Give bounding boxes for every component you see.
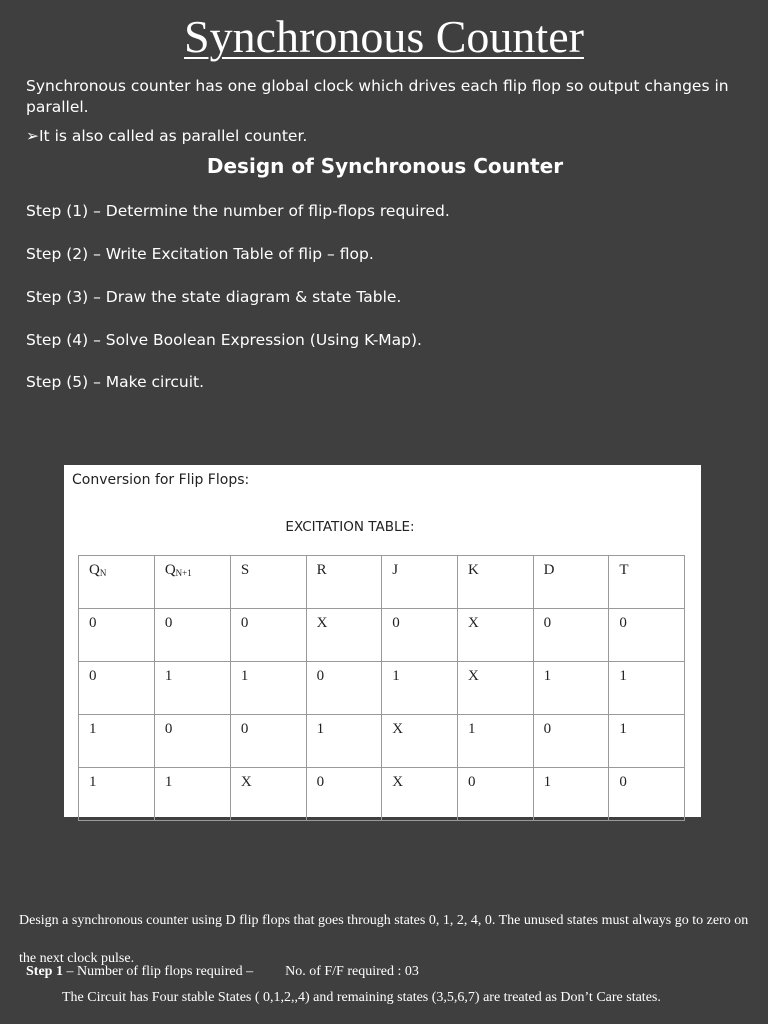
table-cell: 1 <box>382 662 458 715</box>
table-row <box>79 662 685 715</box>
table-cell: X <box>382 768 458 821</box>
step-1: Step (1) – Determine the number of flip-flops required. <box>26 202 450 220</box>
table-cell: 0 <box>230 715 306 768</box>
header-cell: S <box>230 556 306 609</box>
table-cell: 1 <box>609 662 685 715</box>
table-cell: 0 <box>154 609 230 662</box>
step-5: Step (5) – Make circuit. <box>26 373 205 391</box>
page-title: Synchronous Counter <box>184 11 584 62</box>
step1-text: – Number of flip flops required – <box>62 964 254 979</box>
step1-line <box>26 963 756 981</box>
table-row <box>79 768 685 821</box>
header-cell: QN <box>79 556 155 609</box>
header-cell: J <box>382 556 458 609</box>
states-note: The Circuit has Four stable States ( 0,1,2,,4) and remaining states (3,5,6,7) are treated as Don’t Care states. <box>62 990 661 1005</box>
header-cell: T <box>609 556 685 609</box>
table-cell: 1 <box>457 715 533 768</box>
header-cell: D <box>533 556 609 609</box>
table-cell: 0 <box>230 609 306 662</box>
table-row <box>79 609 685 662</box>
table-cell: 1 <box>79 768 155 821</box>
step-3: Step (3) – Draw the state diagram & state Table. <box>26 288 402 306</box>
card-heading: Conversion for Flip Flops: <box>72 472 250 488</box>
table-cell: 0 <box>306 768 382 821</box>
section-subtitle: Design of Synchronous Counter <box>206 154 564 178</box>
table-cell: 1 <box>79 715 155 768</box>
header-cell: R <box>306 556 382 609</box>
table-cell: 0 <box>306 662 382 715</box>
step-2: Step (2) – Write Excitation Table of flip – flop. <box>26 245 374 263</box>
problem-text: Design a synchronous counter using D flip flops that goes through states 0, 1, 2, 4, 0. The unused states must always go to zero on the next clock pulse. <box>19 913 749 966</box>
table-cell: X <box>457 662 533 715</box>
table-cell: 0 <box>609 609 685 662</box>
table-cell: 0 <box>609 768 685 821</box>
table-cell: 1 <box>154 768 230 821</box>
table-cell: 1 <box>533 768 609 821</box>
table-header-row <box>79 556 685 609</box>
step1-label: Step 1 <box>26 964 63 979</box>
bullet-text: ➢It is also called as parallel counter. <box>26 127 308 145</box>
ff-required: No. of F/F required : 03 <box>285 964 419 979</box>
table-row <box>79 715 685 768</box>
table-cell: 1 <box>306 715 382 768</box>
intro-text: Synchronous counter has one global clock which drives each flip flop so output changes in parallel. <box>26 77 729 116</box>
step-4: Step (4) – Solve Boolean Expression (Using K-Map). <box>26 331 422 349</box>
table-cell: 0 <box>79 662 155 715</box>
table-cell: X <box>306 609 382 662</box>
table-cell: 0 <box>382 609 458 662</box>
table-cell: X <box>457 609 533 662</box>
table-cell: 0 <box>79 609 155 662</box>
card-subheading: EXCITATION TABLE: <box>285 519 415 535</box>
table-cell: 1 <box>609 715 685 768</box>
table-cell: 1 <box>154 662 230 715</box>
header-cell: QN+1 <box>154 556 230 609</box>
excitation-table <box>78 555 685 821</box>
table-cell: X <box>382 715 458 768</box>
header-cell: K <box>457 556 533 609</box>
table-cell: 1 <box>230 662 306 715</box>
table-cell: 0 <box>457 768 533 821</box>
table-cell: 0 <box>154 715 230 768</box>
table-cell: 0 <box>533 609 609 662</box>
table-cell: 1 <box>533 662 609 715</box>
table-cell: X <box>230 768 306 821</box>
table-cell: 0 <box>533 715 609 768</box>
excitation-table-card <box>64 465 701 817</box>
